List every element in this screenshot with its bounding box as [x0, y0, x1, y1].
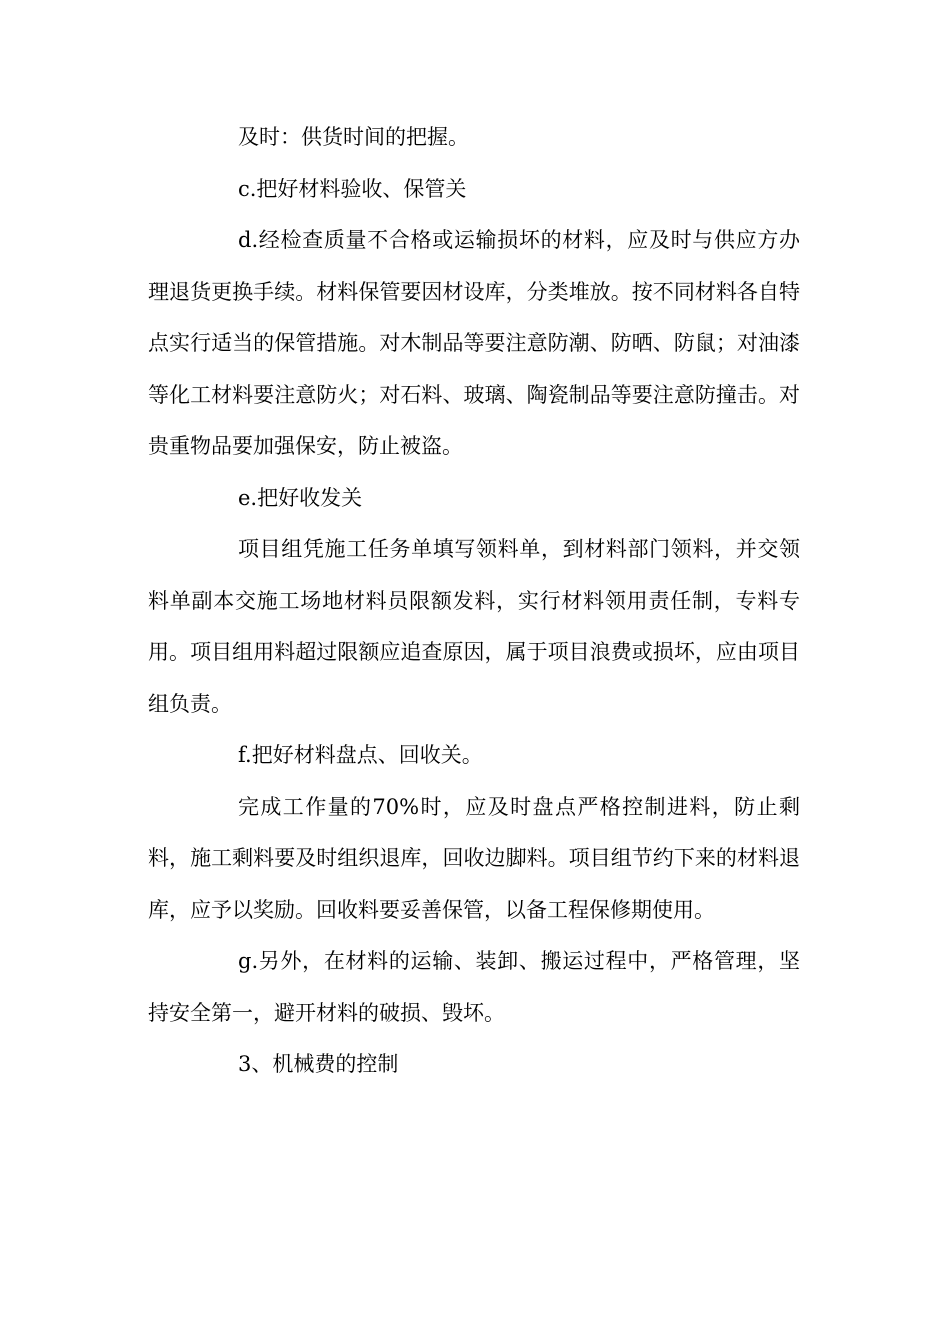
paragraph-supply-timing: 及时：供货时间的把握。	[238, 125, 469, 149]
heading-e-issue-receipt: e.把好收发关	[238, 485, 363, 510]
heading-machinery-cost: 3、机械费的控制	[238, 1052, 399, 1076]
paragraph-requisition: 项目组凭施工任务单填写领料单，到材料部门领料，并交领料单副本交施工场地材料员限额发料，实行材料领用责任制，专料专用。项目组用料超过限额应追查原因，属于项目浪费或损坏，应由项目组负责。	[148, 537, 800, 716]
paragraph-g-transport: g.另外，在材料的运输、装卸、搬运过程中，严格管理，坚持安全第一，避开材料的破损、毁坏。	[148, 949, 800, 1025]
heading-c-inspection: c.把好材料验收、保管关	[238, 176, 467, 201]
paragraph-d-returns-storage: d.经检查质量不合格或运输损坏的材料，应及时与供应方办理退货更换手续。材料保管要因材设库，分类堆放。按不同材料各自特点实行适当的保管措施。对木制品等要注意防潮、防晒、防鼠；对油漆等化工材料要注意防火；对石料、玻璃、陶瓷制品等要注意防撞击。对贵重物品要加强保安，防止被盗。	[148, 228, 800, 458]
paragraph-inventory-control: 完成工作量的70%时，应及时盘点严格控制进料，防止剩料，施工剩料要及时组织退库，回收边脚料。项目组节约下来的材料退库，应予以奖励。回收料要妥善保管，以备工程保修期使用。	[148, 794, 800, 922]
document-body	[148, 112, 800, 1091]
heading-f-inventory-recovery: f.把好材料盘点、回收关。	[238, 743, 483, 767]
